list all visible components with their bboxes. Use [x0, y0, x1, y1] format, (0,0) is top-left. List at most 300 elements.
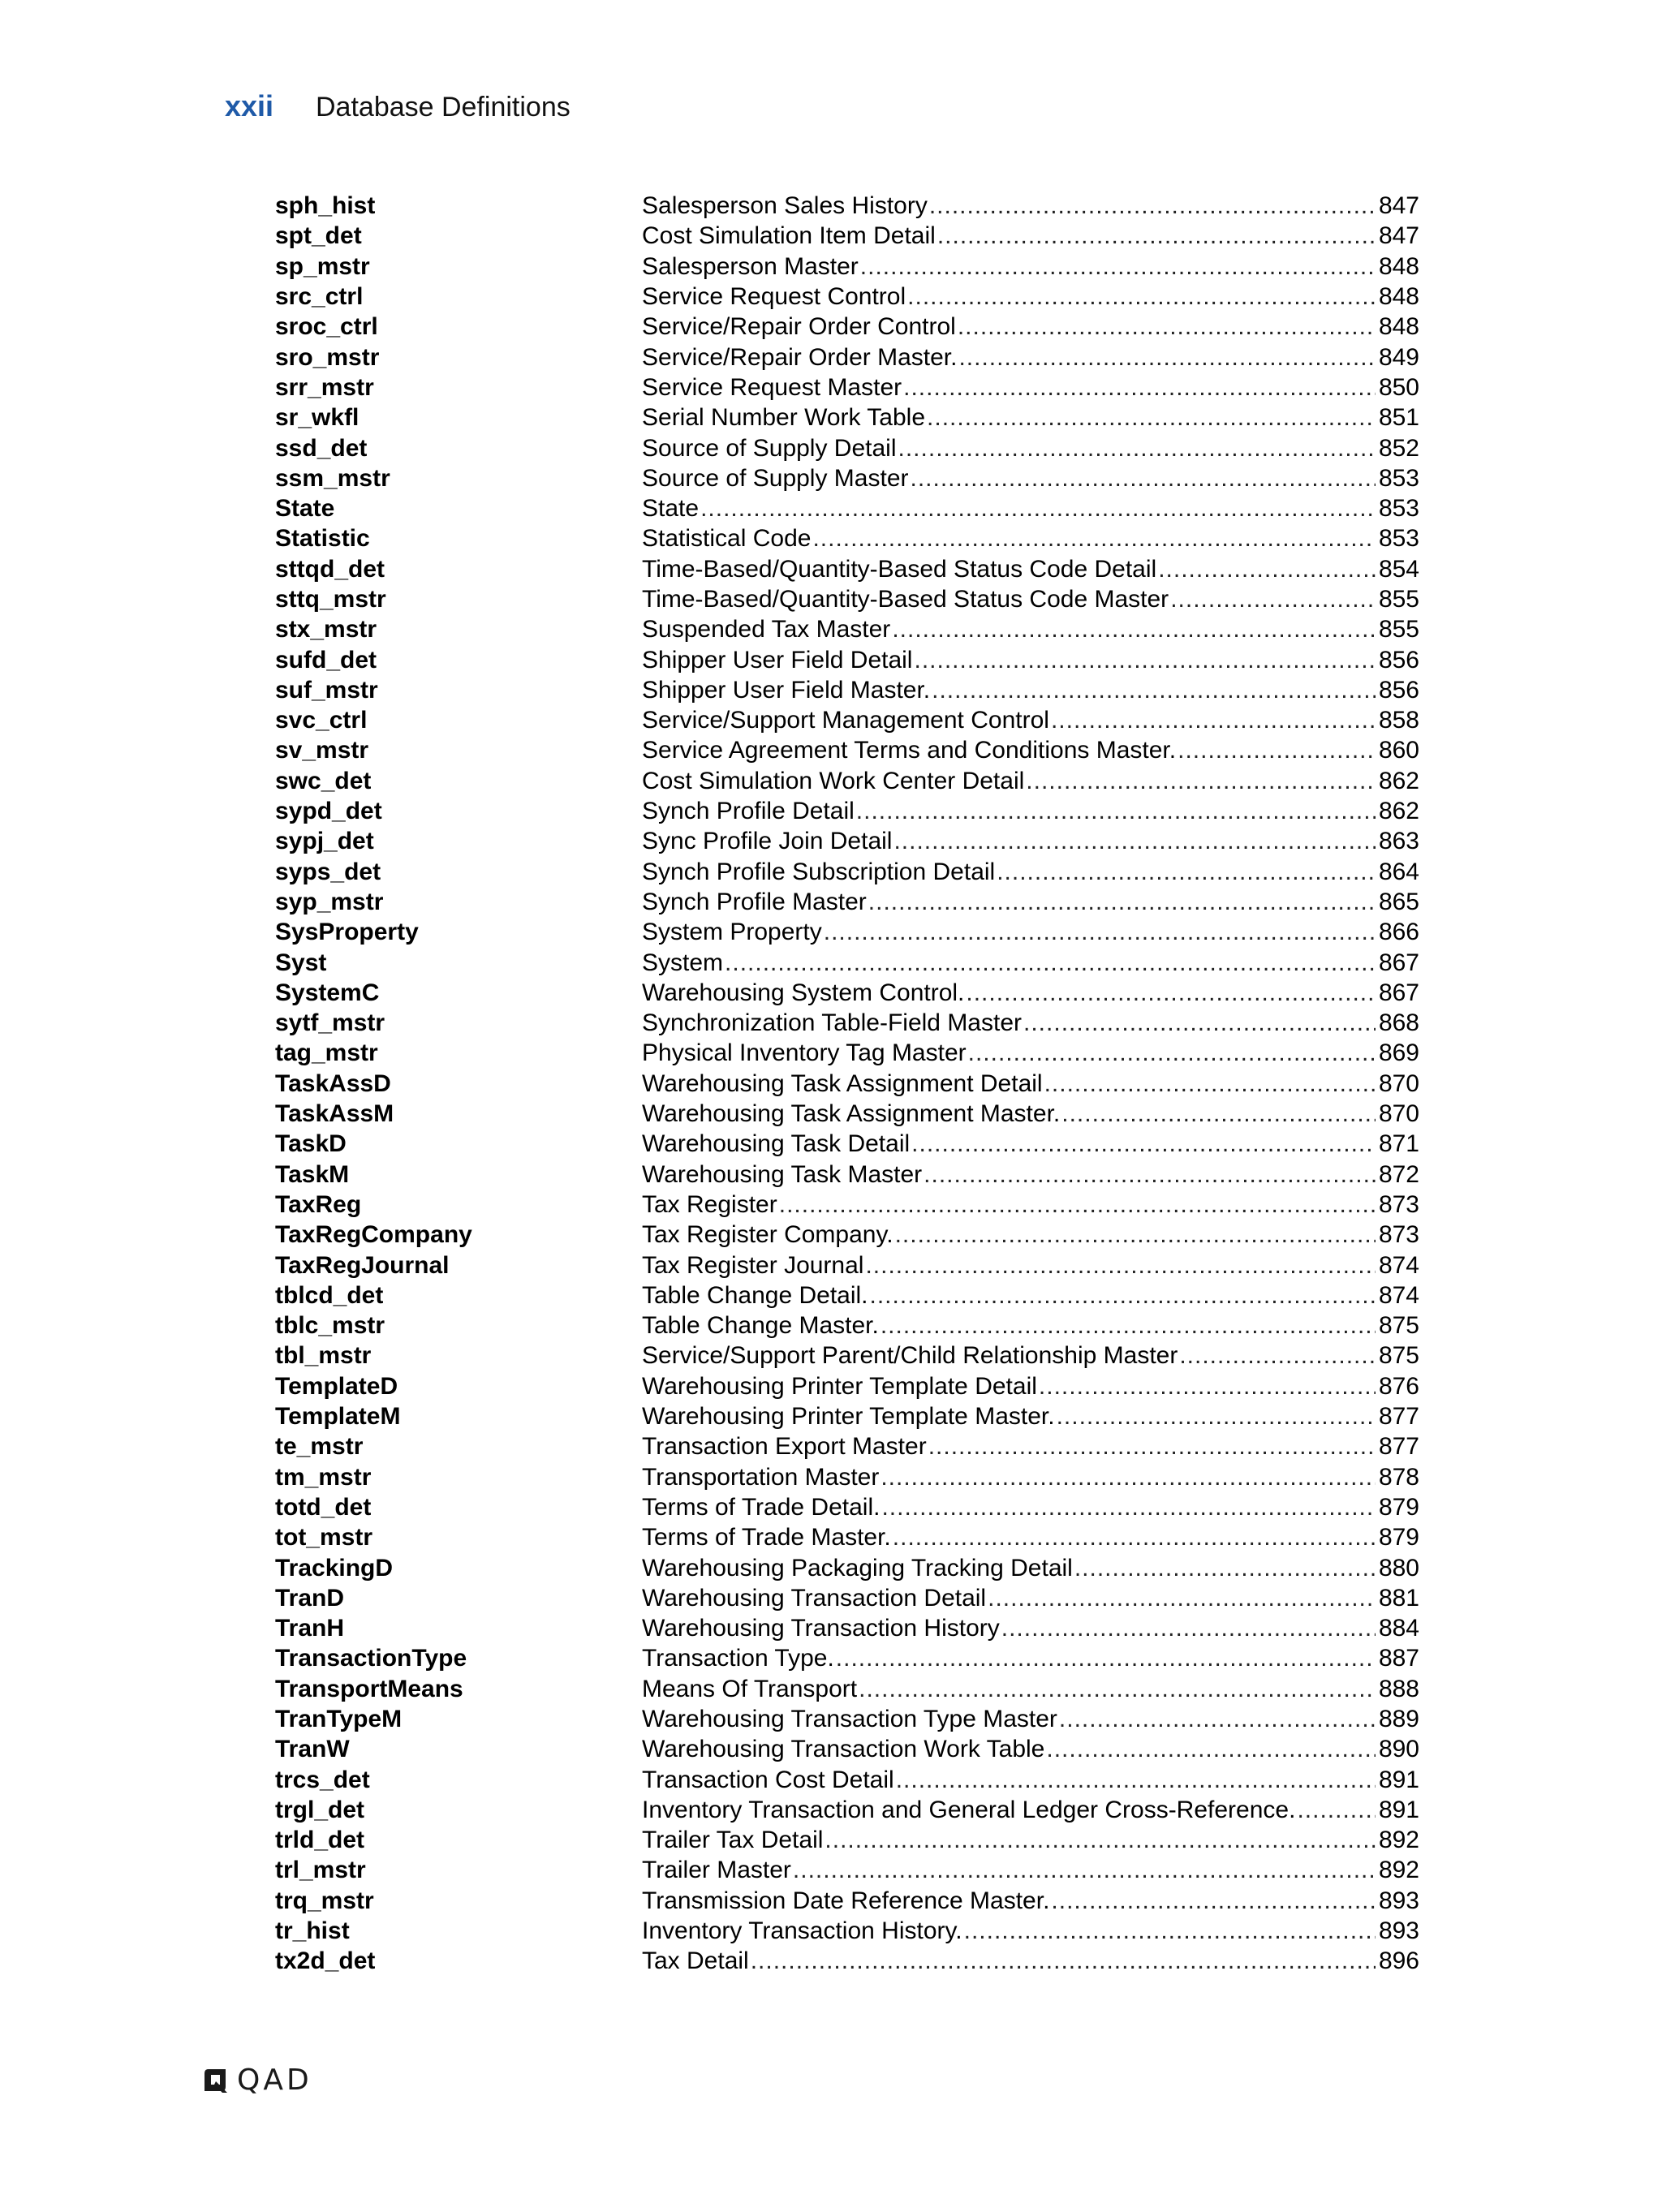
- table-description: Statistical Code: [642, 525, 812, 553]
- toc-entry[interactable]: [642, 493, 1419, 523]
- table-description: Warehousing Task Assignment Detail: [642, 1069, 1043, 1097]
- dot-leader: [966, 978, 1376, 1008]
- table-of-contents: [275, 191, 1419, 1977]
- toc-entry[interactable]: [642, 584, 1419, 614]
- toc-row[interactable]: [275, 1160, 1419, 1190]
- table-description: System: [642, 949, 724, 976]
- table-description: Sync Profile Join Detail: [642, 828, 893, 855]
- dot-leader: [1051, 705, 1376, 735]
- table-description: Synch Profile Master: [642, 888, 867, 915]
- toc-entry[interactable]: [642, 1674, 1419, 1704]
- dot-leader: [793, 1855, 1376, 1885]
- toc-entry[interactable]: [642, 1613, 1419, 1643]
- toc-row[interactable]: [275, 1552, 1419, 1582]
- table-name: srr_mstr: [275, 373, 374, 401]
- toc-entry[interactable]: [642, 1553, 1419, 1583]
- toc-entry[interactable]: [642, 221, 1419, 251]
- page-reference: 880: [1378, 1554, 1419, 1582]
- dot-leader: [1297, 1795, 1376, 1825]
- table-description: Synch Profile Subscription Detail: [642, 858, 996, 885]
- dot-leader: [911, 463, 1376, 493]
- toc-entry[interactable]: [642, 1583, 1419, 1613]
- toc-row[interactable]: [275, 191, 1419, 221]
- toc-entry[interactable]: [642, 1825, 1419, 1855]
- table-name: TaskAssD: [275, 1069, 391, 1097]
- toc-row[interactable]: [275, 887, 1419, 917]
- toc-entry[interactable]: [642, 342, 1419, 372]
- page-reference: 853: [1378, 525, 1419, 553]
- dot-leader: [868, 887, 1376, 917]
- dot-leader: [1044, 1069, 1376, 1099]
- table-name: spt_det: [275, 222, 362, 250]
- toc-row[interactable]: [275, 402, 1419, 433]
- page-reference: 877: [1378, 1433, 1419, 1461]
- table-description: Source of Supply Master: [642, 464, 909, 492]
- dot-leader: [881, 1462, 1376, 1492]
- table-name: tblc_mstr: [275, 1312, 385, 1340]
- toc-row[interactable]: [275, 1190, 1419, 1220]
- table-description: Transaction Cost Detail: [642, 1766, 894, 1793]
- toc-entry[interactable]: [642, 1401, 1419, 1431]
- table-name: src_ctrl: [275, 283, 364, 311]
- toc-entry[interactable]: [642, 1946, 1419, 1976]
- table-description: Tax Detail: [642, 1947, 749, 1975]
- dot-leader: [1074, 1553, 1376, 1583]
- toc-row[interactable]: [275, 826, 1419, 856]
- table-name: TrackingD: [275, 1554, 394, 1582]
- toc-row[interactable]: [275, 1583, 1419, 1613]
- table-name: Statistic: [275, 525, 370, 553]
- table-description: Trailer Master: [642, 1857, 791, 1884]
- dot-leader: [859, 1674, 1376, 1704]
- dot-leader: [1039, 1371, 1376, 1401]
- toc-row[interactable]: [275, 282, 1419, 312]
- table-name: tr_hist: [275, 1917, 350, 1945]
- table-name: stx_mstr: [275, 616, 377, 643]
- dot-leader: [893, 826, 1375, 856]
- dot-leader: [1057, 1401, 1376, 1431]
- table-description: Terms of Trade Detail.: [642, 1493, 881, 1521]
- table-name: sr_wkfl: [275, 404, 360, 432]
- toc-row[interactable]: [275, 1250, 1419, 1280]
- table-name: tag_mstr: [275, 1039, 378, 1067]
- dot-leader: [860, 252, 1376, 282]
- page-reference: 874: [1378, 1281, 1419, 1309]
- table-description: Table Change Detail.: [642, 1281, 868, 1309]
- table-name: sph_hist: [275, 192, 376, 220]
- toc-entry[interactable]: [642, 523, 1419, 553]
- toc-row[interactable]: [275, 1341, 1419, 1371]
- dot-leader: [893, 1522, 1376, 1552]
- table-description: Synchronization Table-Field Master: [642, 1009, 1023, 1037]
- dot-leader: [932, 675, 1376, 705]
- toc-row[interactable]: [275, 1310, 1419, 1341]
- toc-row[interactable]: [275, 463, 1419, 493]
- table-description: Time-Based/Quantity-Based Status Code Master: [642, 586, 1169, 613]
- table-name: Syst: [275, 949, 327, 976]
- toc-entry[interactable]: [642, 887, 1419, 917]
- toc-row[interactable]: [275, 554, 1419, 584]
- toc-row[interactable]: [275, 917, 1419, 947]
- dot-leader: [881, 1492, 1376, 1522]
- toc-row[interactable]: [275, 1431, 1419, 1461]
- toc-entry[interactable]: [642, 614, 1419, 644]
- toc-row[interactable]: [275, 372, 1419, 402]
- toc-row[interactable]: [275, 978, 1419, 1008]
- page-reference: 854: [1378, 555, 1419, 583]
- table-description: Transaction Type.: [642, 1645, 834, 1672]
- table-name: syp_mstr: [275, 888, 384, 915]
- toc-entry[interactable]: [642, 1129, 1419, 1159]
- table-name: sypd_det: [275, 798, 382, 825]
- toc-row[interactable]: [275, 1461, 1419, 1491]
- toc-entry[interactable]: [642, 857, 1419, 887]
- table-description: Tax Register Company.: [642, 1221, 893, 1249]
- dot-leader: [911, 1129, 1376, 1159]
- toc-entry[interactable]: [642, 1855, 1419, 1885]
- toc-entry[interactable]: [642, 826, 1419, 856]
- toc-row[interactable]: [275, 433, 1419, 463]
- table-description: Inventory Transaction and General Ledger Cross-Reference.: [642, 1796, 1296, 1823]
- page-reference: 878: [1378, 1463, 1419, 1491]
- page-reference: 863: [1378, 828, 1419, 855]
- page-reference: 870: [1378, 1069, 1419, 1097]
- table-description: Warehousing Task Detail: [642, 1130, 911, 1158]
- page-reference: 879: [1378, 1524, 1419, 1551]
- toc-entry[interactable]: [642, 1341, 1419, 1371]
- toc-entry[interactable]: [642, 1008, 1419, 1038]
- table-description: Service Request Control: [642, 283, 906, 311]
- toc-row[interactable]: [275, 947, 1419, 977]
- page-reference: 892: [1378, 1857, 1419, 1884]
- page-reference: 862: [1378, 767, 1419, 794]
- table-description: Warehousing Packaging Tracking Detail: [642, 1554, 1073, 1582]
- toc-row[interactable]: [275, 766, 1419, 796]
- dot-leader: [1001, 1613, 1376, 1643]
- toc-entry[interactable]: [642, 1160, 1419, 1190]
- table-name: trld_det: [275, 1827, 365, 1854]
- dot-leader: [914, 645, 1375, 675]
- toc-row[interactable]: [275, 1280, 1419, 1310]
- toc-row[interactable]: [275, 312, 1419, 342]
- table-name: TaskM: [275, 1160, 350, 1188]
- page-title: Database Definitions: [316, 92, 571, 123]
- qad-logo: [201, 2064, 312, 2097]
- table-description: Warehousing Transaction Detail: [642, 1584, 987, 1612]
- toc-row[interactable]: [275, 1795, 1419, 1825]
- table-description: Tax Register Journal: [642, 1251, 864, 1279]
- toc-entry[interactable]: [642, 1250, 1419, 1280]
- dot-leader: [968, 1038, 1376, 1068]
- table-description: Service/Repair Order Master.: [642, 343, 958, 371]
- table-description: Warehousing System Control.: [642, 979, 965, 1006]
- toc-row[interactable]: [275, 1129, 1419, 1159]
- toc-entry[interactable]: [642, 1704, 1419, 1734]
- dot-leader: [824, 917, 1376, 947]
- toc-entry[interactable]: [642, 1886, 1419, 1916]
- toc-row[interactable]: [275, 1674, 1419, 1704]
- page-reference: 884: [1378, 1615, 1419, 1642]
- page-reference: 893: [1378, 1917, 1419, 1945]
- toc-entry[interactable]: [642, 1795, 1419, 1825]
- toc-row[interactable]: [275, 1855, 1419, 1885]
- logo-text: QAD: [237, 2064, 312, 2097]
- toc-row[interactable]: [275, 1401, 1419, 1431]
- dot-leader: [958, 342, 1375, 372]
- page-reference: 856: [1378, 646, 1419, 673]
- toc-row[interactable]: [275, 493, 1419, 523]
- table-name: TranD: [275, 1584, 345, 1612]
- dot-leader: [997, 857, 1376, 887]
- dot-leader: [700, 493, 1376, 523]
- toc-entry[interactable]: [642, 796, 1419, 826]
- table-description: Transaction Export Master: [642, 1433, 927, 1461]
- dot-leader: [895, 1220, 1376, 1250]
- toc-entry[interactable]: [642, 554, 1419, 584]
- toc-row[interactable]: [275, 1220, 1419, 1250]
- page-reference: 891: [1378, 1766, 1419, 1793]
- page-reference: 891: [1378, 1796, 1419, 1823]
- table-name: swc_det: [275, 767, 372, 794]
- toc-row[interactable]: [275, 1613, 1419, 1643]
- page-reference: 848: [1378, 283, 1419, 311]
- table-name: tbl_mstr: [275, 1342, 372, 1370]
- dot-leader: [1170, 584, 1376, 614]
- toc-entry[interactable]: [642, 1522, 1419, 1552]
- table-description: Time-Based/Quantity-Based Status Code Detail: [642, 555, 1157, 583]
- table-name: TaxRegCompany: [275, 1221, 472, 1249]
- table-description: Transmission Date Reference Master.: [642, 1887, 1050, 1914]
- page-reference: 871: [1378, 1130, 1419, 1158]
- qad-logo-icon: [201, 2067, 230, 2094]
- dot-leader: [856, 796, 1376, 826]
- toc-entry[interactable]: [642, 1462, 1419, 1492]
- toc-entry[interactable]: [642, 917, 1419, 947]
- dot-leader: [1059, 1704, 1376, 1734]
- toc-entry[interactable]: [642, 1310, 1419, 1341]
- dot-leader: [892, 614, 1376, 644]
- dot-leader: [1051, 1886, 1376, 1916]
- page-reference: 892: [1378, 1827, 1419, 1854]
- toc-row[interactable]: [275, 1643, 1419, 1673]
- table-name: tm_mstr: [275, 1463, 372, 1491]
- toc-entry[interactable]: [642, 1916, 1419, 1946]
- toc-entry[interactable]: [642, 1099, 1419, 1129]
- toc-entry[interactable]: [642, 282, 1419, 312]
- table-name: ssd_det: [275, 434, 368, 462]
- toc-row[interactable]: [275, 1038, 1419, 1068]
- toc-entry[interactable]: [642, 766, 1419, 796]
- dot-leader: [825, 1825, 1376, 1855]
- table-name: trl_mstr: [275, 1857, 366, 1884]
- dot-leader: [881, 1310, 1376, 1341]
- table-name: TemplateM: [275, 1403, 401, 1431]
- toc-entry[interactable]: [642, 675, 1419, 705]
- dot-leader: [929, 191, 1376, 221]
- dot-leader: [937, 221, 1376, 251]
- dot-leader: [1179, 1341, 1376, 1371]
- page-number: xxii: [225, 89, 274, 123]
- table-name: SystemC: [275, 979, 380, 1006]
- toc-row[interactable]: [275, 1069, 1419, 1099]
- toc-entry[interactable]: [642, 433, 1419, 463]
- toc-row[interactable]: [275, 1946, 1419, 1976]
- table-name: TranH: [275, 1615, 345, 1642]
- toc-row[interactable]: [275, 221, 1419, 251]
- toc-entry[interactable]: [642, 191, 1419, 221]
- table-name: sttq_mstr: [275, 586, 386, 613]
- table-description: Salesperson Master: [642, 252, 859, 280]
- toc-row[interactable]: [275, 1916, 1419, 1946]
- toc-entry[interactable]: [642, 1492, 1419, 1522]
- page-reference: 879: [1378, 1493, 1419, 1521]
- page-reference: 893: [1378, 1887, 1419, 1914]
- table-name: sufd_det: [275, 646, 377, 673]
- page-reference: 881: [1378, 1584, 1419, 1612]
- toc-row[interactable]: [275, 1492, 1419, 1522]
- page-reference: 889: [1378, 1705, 1419, 1732]
- toc-row[interactable]: [275, 1704, 1419, 1734]
- page-reference: 876: [1378, 1372, 1419, 1400]
- toc-entry[interactable]: [642, 402, 1419, 433]
- table-description: Trailer Tax Detail: [642, 1827, 824, 1854]
- page-reference: 870: [1378, 1100, 1419, 1128]
- dot-leader: [927, 402, 1376, 433]
- toc-row[interactable]: [275, 1008, 1419, 1038]
- page-reference: 864: [1378, 858, 1419, 885]
- toc-row[interactable]: [275, 1825, 1419, 1855]
- page-reference: 866: [1378, 919, 1419, 946]
- dot-leader: [958, 312, 1376, 342]
- toc-entry[interactable]: [642, 948, 1419, 978]
- toc-entry[interactable]: [642, 1643, 1419, 1673]
- dot-leader: [751, 1946, 1376, 1976]
- toc-entry[interactable]: [642, 735, 1419, 765]
- toc-row[interactable]: [275, 735, 1419, 765]
- toc-row[interactable]: [275, 584, 1419, 614]
- toc-entry[interactable]: [642, 1765, 1419, 1795]
- toc-row[interactable]: [275, 252, 1419, 282]
- toc-row[interactable]: [275, 675, 1419, 705]
- table-description: Shipper User Field Master.: [642, 676, 931, 704]
- table-name: TransactionType: [275, 1645, 467, 1672]
- table-name: tot_mstr: [275, 1524, 373, 1551]
- table-name: te_mstr: [275, 1433, 364, 1461]
- table-name: tx2d_det: [275, 1947, 376, 1975]
- toc-entry[interactable]: [642, 1371, 1419, 1401]
- page-reference: 856: [1378, 676, 1419, 704]
- dot-leader: [896, 1765, 1376, 1795]
- dot-leader: [898, 433, 1376, 463]
- table-name: trcs_det: [275, 1766, 370, 1793]
- toc-row[interactable]: [275, 796, 1419, 826]
- dot-leader: [865, 1250, 1375, 1280]
- page-reference: 848: [1378, 252, 1419, 280]
- table-description: Transportation Master: [642, 1463, 880, 1491]
- page-reference: 849: [1378, 343, 1419, 371]
- toc-entry[interactable]: [642, 978, 1419, 1008]
- table-name: TranTypeM: [275, 1705, 403, 1732]
- page-reference: 896: [1378, 1947, 1419, 1975]
- toc-row[interactable]: [275, 705, 1419, 735]
- table-name: totd_det: [275, 1493, 372, 1521]
- table-description: Cost Simulation Work Center Detail: [642, 767, 1025, 794]
- dot-leader: [1178, 735, 1376, 765]
- toc-row[interactable]: [275, 857, 1419, 887]
- toc-entry[interactable]: [642, 1220, 1419, 1250]
- toc-entry[interactable]: [642, 705, 1419, 735]
- toc-row[interactable]: [275, 644, 1419, 674]
- dot-leader: [1023, 1008, 1376, 1038]
- toc-row[interactable]: [275, 342, 1419, 372]
- dot-leader: [779, 1190, 1376, 1220]
- dot-leader: [836, 1643, 1376, 1673]
- toc-row[interactable]: [275, 523, 1419, 553]
- dot-leader: [1061, 1099, 1376, 1129]
- table-description: State: [642, 495, 700, 523]
- page-reference: 877: [1378, 1403, 1419, 1431]
- page-reference: 887: [1378, 1645, 1419, 1672]
- dot-leader: [988, 1583, 1376, 1613]
- toc-row[interactable]: [275, 1764, 1419, 1794]
- table-name: sro_mstr: [275, 343, 380, 371]
- table-description: Service/Repair Order Control: [642, 313, 956, 341]
- table-description: Service/Support Parent/Child Relationship Master: [642, 1342, 1178, 1370]
- toc-entry[interactable]: [642, 463, 1419, 493]
- table-description: Serial Number Work Table: [642, 404, 926, 432]
- page-reference: 868: [1378, 1009, 1419, 1037]
- page-reference: 858: [1378, 707, 1419, 734]
- table-name: State: [275, 495, 335, 523]
- table-name: TaxRegJournal: [275, 1251, 450, 1279]
- toc-entry[interactable]: [642, 1190, 1419, 1220]
- table-description: Service Request Master: [642, 373, 902, 401]
- toc-entry[interactable]: [642, 1734, 1419, 1764]
- table-name: TransportMeans: [275, 1675, 463, 1702]
- dot-leader: [1046, 1734, 1376, 1764]
- toc-row[interactable]: [275, 614, 1419, 644]
- table-name: syps_det: [275, 858, 381, 885]
- table-description: Warehousing Printer Template Detail: [642, 1372, 1037, 1400]
- toc-entry[interactable]: [642, 1280, 1419, 1310]
- dot-leader: [964, 1916, 1376, 1946]
- table-description: Service/Support Management Control: [642, 707, 1049, 734]
- dot-leader: [812, 523, 1376, 553]
- page-reference: 875: [1378, 1342, 1419, 1370]
- page-reference: 890: [1378, 1736, 1419, 1763]
- dot-leader: [1026, 766, 1376, 796]
- table-description: System Property: [642, 919, 822, 946]
- toc-row[interactable]: [275, 1522, 1419, 1552]
- page-reference: 888: [1378, 1675, 1419, 1702]
- dot-leader: [924, 1160, 1376, 1190]
- toc-entry[interactable]: [642, 1069, 1419, 1099]
- toc-entry[interactable]: [642, 372, 1419, 402]
- page-reference: 853: [1378, 464, 1419, 492]
- page-reference: 873: [1378, 1190, 1419, 1218]
- toc-entry[interactable]: [642, 312, 1419, 342]
- table-name: sroc_ctrl: [275, 313, 378, 341]
- toc-entry[interactable]: [642, 1431, 1419, 1461]
- toc-row[interactable]: [275, 1886, 1419, 1916]
- toc-entry[interactable]: [642, 645, 1419, 675]
- toc-row[interactable]: [275, 1734, 1419, 1764]
- toc-entry[interactable]: [642, 1038, 1419, 1068]
- toc-entry[interactable]: [642, 252, 1419, 282]
- table-name: ssm_mstr: [275, 464, 390, 492]
- toc-row[interactable]: [275, 1099, 1419, 1129]
- toc-row[interactable]: [275, 1371, 1419, 1401]
